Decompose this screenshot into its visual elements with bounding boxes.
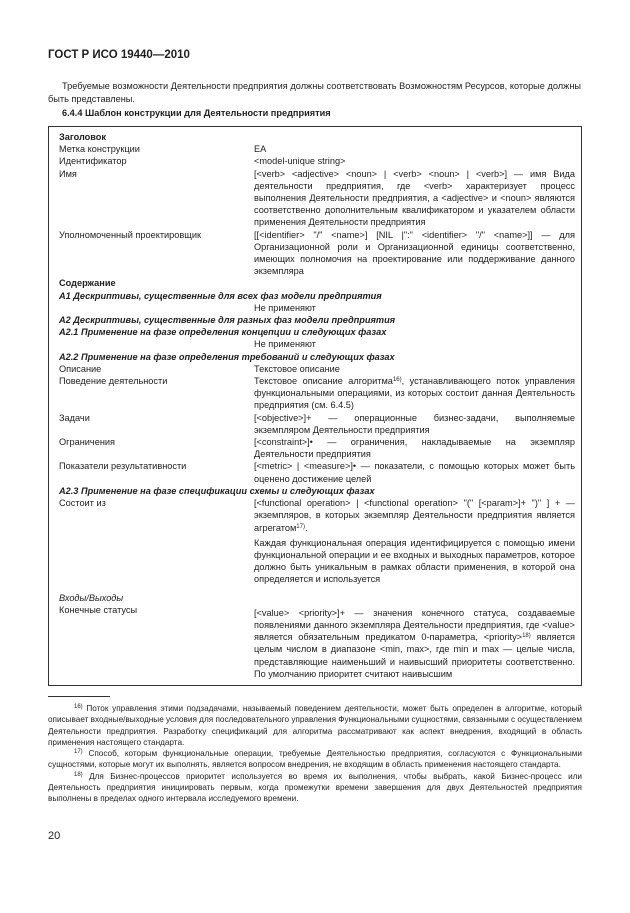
template-row <box>59 375 575 412</box>
footnote <box>48 771 582 805</box>
page-number: 20 <box>48 830 61 842</box>
row-label: Показатели результативности <box>59 461 187 472</box>
document-header: ГОСТ Р ИСО 19440—2010 <box>48 49 190 61</box>
a1-heading: A1 Дескриптивы, существенные для всех фаз модели предприятия <box>59 290 382 301</box>
row-value: [<objective>]+ — операционные бизнес-задачи, выполняемые экземпляром Деятельности предприятия <box>254 412 575 435</box>
row-value: [<constraint>]• — ограничения, накладываемые на экземпляр Деятельности предприятия <box>254 437 575 460</box>
template-row <box>59 229 575 278</box>
template-row <box>59 363 575 375</box>
row-value: Текстовое описание <box>254 363 340 374</box>
template-row <box>59 155 575 167</box>
footnote-number: 17) <box>74 749 83 756</box>
row-label: Ограничения <box>59 437 115 448</box>
content-heading: Содержание <box>59 278 116 289</box>
footnote <box>48 748 582 771</box>
template-row <box>59 436 575 460</box>
footnotes <box>48 703 582 805</box>
io-heading: Входы/Выходы <box>59 592 124 603</box>
intro-block <box>48 80 581 120</box>
row-label: Поведение деятельности <box>59 376 168 387</box>
template-row <box>59 168 575 229</box>
row-label: Имя <box>59 168 77 179</box>
row-value <box>254 604 575 680</box>
row-label: Описание <box>59 363 102 374</box>
a23-heading: A2.3 Применение на фазе спецификации схемы и следующих фазах <box>59 485 375 496</box>
template-row <box>59 143 575 155</box>
intro-paragraph: Требуемые возможности Деятельности предприятия должны соответствовать Возможностям Ресурсов, которые должны быть представлены. <box>48 81 581 104</box>
row-label: Уполномоченный проектировщик <box>59 229 201 240</box>
footnote-number: 18) <box>74 771 83 778</box>
footnote <box>48 703 582 748</box>
row-label: Идентификатор <box>59 156 127 167</box>
value-text: . <box>304 522 308 533</box>
a22-heading: A2.2 Применение на фазе определения требований и следующих фазах <box>59 351 395 362</box>
footnote-text: Для Бизнес-процессов приоритет используется во время их выполнения, чтобы выбрать, какой Бизнес-процесс или Деятельность предприятия инициировать первым, когда промежутки времени завершения для двух Деятельностей предприятия выполнены в пределах одного интервала исследуемого времени. <box>48 771 582 804</box>
footnote-text: Поток управления этими подзадачами, называемый поведением деятельности, может быть определен в алгоритме, который описывает входные/выходные условия для последовательного управления Функциональными сущностями, связанными с осуществлением Деятельности предприятия. Разработку спецификаций для алгоритма рассматривают как аспект внедрения, входящий в область применения настоящего стандарта. <box>48 704 582 747</box>
row-value: [[<identifier> "/" <name>] [NIL |":" <identifier> "/" <name>]] — для Организационной роли и Организационной единицы соответственно, имеющих полномочия на проектирование или поддерживание данного экземпляра <box>254 229 575 277</box>
row-value <box>254 497 575 534</box>
a21-heading: A2.1 Применение на фазе определения концепции и следующих фазах <box>59 327 387 338</box>
template-row <box>59 460 575 484</box>
a1-value: Не применяют <box>254 302 316 313</box>
footnote-ref: 17) <box>296 523 305 530</box>
row-value: <model-unique string> <box>254 156 346 167</box>
footnote-ref: 16) <box>392 377 402 384</box>
a2-heading: A2 Дескриптивы, существенные для разных фаз модели предприятия <box>59 315 396 326</box>
value-text: [<functional operation> | <functional operation> "(" [<param>]+ ")" ] + — экземпляров, в которых экземпляр Деятельности предприятия является агрегатом <box>254 498 575 533</box>
construct-template-table <box>59 131 575 680</box>
row-value: [<verb> <adjective> <noun> | <verb> <noun> | <verb>] — имя Вида деятельности предприятия, где <verb> характеризует процесс выполнения Деятельности предприятия, а <adjective> и <noun> являются соответственно дополнительным квалификатором и указателем области применения Деятельности предприятия <box>254 168 575 228</box>
template-row <box>59 497 575 534</box>
row-value <box>254 375 575 412</box>
template-row <box>59 412 575 436</box>
template-row <box>59 604 575 680</box>
row-label: Конечные статусы <box>59 604 138 615</box>
row-label: Состоит из <box>59 498 106 509</box>
value-text: [<value> <priority>]+ — значения конечного статуса, создаваемые появлениями данного экземпляра Деятельности предприятия, где <value> является обязательным предикатом 0-параметра, <priority> <box>254 607 575 643</box>
footnote-number: 16) <box>74 704 83 710</box>
footnote-ref: 18) <box>522 633 531 640</box>
row-label: Задачи <box>59 412 90 423</box>
template-heading: Заголовок <box>59 132 107 142</box>
value-text: является целым числом в диапазоне <min, max>, где min и max — целые числа, представляющие наименьший и наивысший приоритеты соответственно. По умолчанию приоритет считают наивысшим <box>254 632 576 679</box>
value-text: Текстовое описание алгоритма <box>254 376 393 387</box>
a21-value: Не применяют <box>254 339 316 350</box>
row-label: Метка конструкции <box>59 144 140 155</box>
value-text: , устанавливающего поток управления функциональными операциями, из которых состоит данная Деятельность предприятия (см. 6.4.5) <box>254 376 575 411</box>
row-value: EA <box>254 144 267 155</box>
footnote-separator <box>48 696 110 697</box>
footnote-text: Способ, которым функциональные операции, требуемые Деятельностью предприятия, согласуются с Функциональными сущностями, которые могут их выполнять, является вопросом внедрения, не входящим в область применения настоящего стандарта. <box>48 749 582 770</box>
row-value: [<metric> | <measure>]• — показатели, с помощью которых может быть оценено достижение целей <box>254 461 575 484</box>
consists-paragraph-2: Каждая функциональная операция идентифицируется с помощью имени функциональной операции и ее входных и выходных параметров, которое должно быть уникальным в рамках области применения, в которой она определяется и используется <box>254 537 575 585</box>
section-heading: 6.4.4 Шаблон конструкции для Деятельности предприятия <box>62 108 331 118</box>
